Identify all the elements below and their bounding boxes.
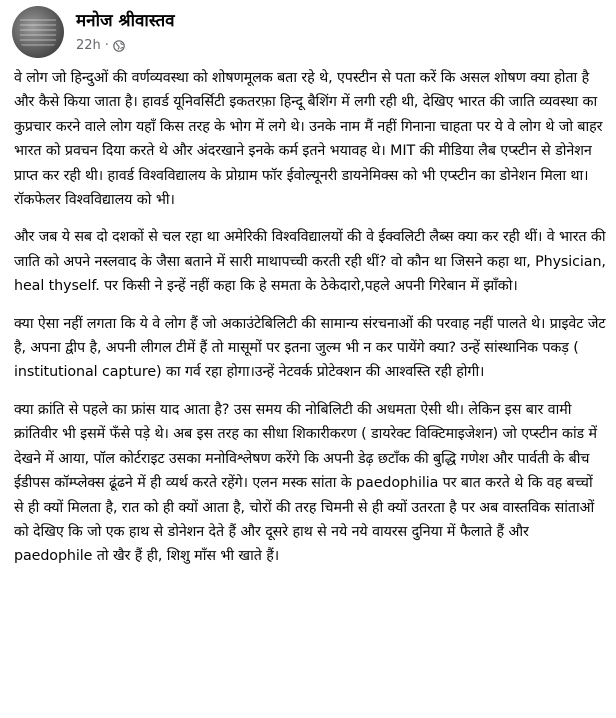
post-body — [14, 66, 606, 582]
meta-separator: · — [104, 38, 109, 53]
post-paragraph: क्या क्रांति से पहले का फ्रांस याद आता है? उस समय की नोबिलिटी की अधमता ऐसी थी। लेकिन इस बार वामी क्रांतिवीर भी इसमें फँसे पड़े थे। अब इस तरह का सीधा शिकारीकरण ( डायरेक्ट विक्टिमाइजेशन) जो एप्स्टीन कांड में देखने में आया, पॉल कोर्टराइट उसका मनोविश्लेषण करेंगे कि अपनी डेढ़ छटाँक की बुद्धि गणेश और पार्वती के बीच ईडीपस कॉम्प्लेक्स ढूंढने में ही व्यर्थ करते रहेंगे। एलन मस्क सांता के paedophilia पर बात करते थे कि वह बच्चों से ही क्यों मिलता है, रात को ही क्यों आता है, चोरों की तरह चिमनी से ही क्यों उतरता है पर अब वास्तविक सांताओं को देखिए कि जो एक हाथ से डोनेशन देते हैं और दूसरे हाथ से नये नये वायरस दुनिया में फैलाते हैं और paedophile तो खैर हैं ही, शिशु माँस भी खाते हैं। — [14, 401, 597, 565]
globe-icon[interactable] — [113, 40, 125, 52]
post-timestamp[interactable]: 22h — [76, 38, 101, 53]
post-paragraph: क्या ऐसा नहीं लगता कि ये वे लोग हैं जो अकाउंटेबिलिटी की सामान्य संरचनाओं की परवाह नहीं पालते थे। प्राइवेट जेट है, अपना द्वीप है, अपनी लीगल टीमें हैं तो मासूमों पर इतना जुल्म भी न कर पायेंगे क्या? उन्हें सांस्थानिक पकड़ ( institutional capture) का गर्व रहा होगा।उन्हें नेटवर्क प्रोटेक्शन की आश्वस्ति रही होगी। — [14, 315, 606, 381]
post-paragraph: वे लोग जो हिन्दुओं की वर्णव्यवस्था को शोषणमूलक बता रहे थे, एपस्टीन से पता करें कि असल शोषण क्या होता है और कैसे किया जाता है। हावर्ड यूनिवर्सिटी इकतरफ़ा हिन्दू बैशिंग में लगी रही थी, देखिए भारत की जाति व्यवस्था का कुप्रचार करने वाले लोग यहाँ किस तरह के भोग में लगे थे। उनके नाम मैं नहीं गिनाना चाहता पर ये वे लोग थे जो बाहर भारत को प्रवचन दिया करते थे और अंदरखाने इनके कर्म इतने भयावह थे। MIT की मीडिया लैब एप्स्टीन से डोनेशन प्राप्त कर रही थी। हावर्ड विश्वविद्यालय के प्रोग्राम फॉर ईवोल्यूनरी डायनेमिक्स को भी एप्स्टीन का डोनेशन मिला था। रॉकफेलर विश्वविद्यालय को भी। — [14, 70, 603, 209]
author-name[interactable]: मनोज श्रीवास्तव — [76, 11, 175, 31]
avatar[interactable] — [12, 6, 64, 58]
post-meta — [76, 38, 125, 53]
post-paragraph: और जब ये सब दो दशकों से चल रहा था अमेरिकी विश्वविद्यालयों की वे ईक्वलिटी लैब्स क्या कर रही थीं। वे भारत की जाति को अपने नस्लवाद के जैसा बताने में सारी माथापच्ची करती रही थीं? वो कौन था जिसने कहा था, Physician, heal thyself. पर किसी ने इन्हें नहीं कहा कि हे समता के ठेकेदारो,पहले अपनी गिरेबान में झाँको। — [14, 229, 606, 295]
